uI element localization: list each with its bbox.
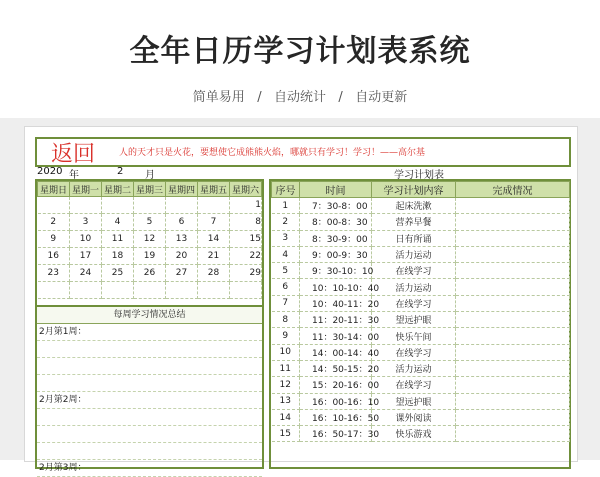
plan-row xyxy=(272,230,570,246)
plan-time-cell[interactable]: 9：00-9：30 xyxy=(300,246,372,262)
plan-content-cell[interactable]: 活力运动 xyxy=(372,360,456,376)
calendar-day-cell[interactable]: 3 xyxy=(70,214,102,231)
calendar-day-cell[interactable] xyxy=(38,282,70,299)
plan-index-cell[interactable]: 9 xyxy=(272,328,300,344)
calendar-day-cell[interactable]: 29 xyxy=(230,265,262,282)
calendar-day-cell[interactable]: 28 xyxy=(198,265,230,282)
plan-index-cell[interactable]: 8 xyxy=(272,312,300,328)
plan-time-cell[interactable]: 14：00-14：40 xyxy=(300,344,372,360)
plan-content-cell[interactable]: 在线学习 xyxy=(372,263,456,279)
calendar-month[interactable]: 2 xyxy=(117,166,124,177)
plan-time-cell[interactable]: 16：00-16：10 xyxy=(300,393,372,409)
summary-line[interactable] xyxy=(37,443,262,460)
quote-banner xyxy=(35,137,571,167)
weekday-header-row xyxy=(38,182,262,197)
calendar-day-cell[interactable] xyxy=(70,197,102,214)
week3-label[interactable]: 2月第3周： xyxy=(37,460,262,477)
calendar-day-cell[interactable] xyxy=(134,197,166,214)
quote-text: 人的天才只是火花，要想使它成熊熊火焰，哪就只有学习！学习！——高尔基 xyxy=(119,148,426,158)
plan-status-cell[interactable] xyxy=(456,328,570,344)
calendar-day-cell[interactable]: 1 xyxy=(230,197,262,214)
plan-content-cell[interactable]: 在线学习 xyxy=(372,295,456,311)
calendar-day-cell[interactable] xyxy=(230,282,262,299)
col-index: 序号 xyxy=(272,182,300,198)
calendar-day-cell[interactable] xyxy=(102,197,134,214)
plan-status-cell[interactable] xyxy=(456,198,570,214)
plan-row xyxy=(272,198,570,214)
calendar-day-cell[interactable]: 26 xyxy=(134,265,166,282)
month-unit: 月 xyxy=(145,170,155,181)
plan-status-cell[interactable] xyxy=(456,279,570,295)
calendar-day-cell[interactable] xyxy=(166,282,198,299)
weekly-summary xyxy=(35,305,264,473)
plan-index-cell[interactable]: 14 xyxy=(272,409,300,425)
spreadsheet xyxy=(24,126,578,473)
plan-time-cell[interactable]: 8：00-8：30 xyxy=(300,214,372,230)
summary-line[interactable] xyxy=(37,341,262,358)
plan-content-cell[interactable]: 活力运动 xyxy=(372,246,456,262)
plan-status-cell[interactable] xyxy=(456,426,570,442)
calendar-week-row xyxy=(38,282,262,299)
plan-content-cell[interactable]: 日有所诵 xyxy=(372,230,456,246)
calendar-day-cell[interactable]: 5 xyxy=(134,214,166,231)
calendar-week-row xyxy=(38,197,262,214)
week2-label[interactable]: 2月第2周： xyxy=(37,392,262,409)
col-status: 完成情况 xyxy=(456,182,570,198)
calendar-day-cell[interactable]: 27 xyxy=(166,265,198,282)
plan-content-cell[interactable]: 望远护眼 xyxy=(372,393,456,409)
summary-line[interactable] xyxy=(37,358,262,375)
calendar-day-cell[interactable]: 21 xyxy=(198,248,230,265)
plan-time-cell[interactable]: 7：30-8：00 xyxy=(300,198,372,214)
plan-status-cell[interactable] xyxy=(456,344,570,360)
calendar-day-cell[interactable]: 20 xyxy=(166,248,198,265)
calendar-year[interactable]: 2020 xyxy=(37,166,63,177)
calendar-day-cell[interactable] xyxy=(166,197,198,214)
calendar-day-cell[interactable]: 8 xyxy=(230,214,262,231)
plan-content-cell[interactable]: 活力运动 xyxy=(372,279,456,295)
weekday-wed: 星期三 xyxy=(134,182,166,197)
calendar-day-cell[interactable]: 16 xyxy=(38,248,70,265)
weekday-fri: 星期五 xyxy=(198,182,230,197)
plan-index-cell[interactable]: 7 xyxy=(272,295,300,311)
weekday-sun: 星期日 xyxy=(38,182,70,197)
plan-time-cell[interactable]: 16：50-17：30 xyxy=(300,426,372,442)
week1-label[interactable]: 2月第1周： xyxy=(37,324,262,341)
plan-status-cell[interactable] xyxy=(456,295,570,311)
plan-status-cell[interactable] xyxy=(456,230,570,246)
plan-index-cell[interactable]: 15 xyxy=(272,426,300,442)
plan-time-cell[interactable]: 11：30-14：00 xyxy=(300,328,372,344)
calendar-day-cell[interactable]: 14 xyxy=(198,231,230,248)
plan-row xyxy=(272,312,570,328)
page-header xyxy=(0,0,600,130)
plan-index-cell[interactable]: 2 xyxy=(272,214,300,230)
calendar-day-cell[interactable]: 15 xyxy=(230,231,262,248)
plan-content-cell[interactable]: 营养早餐 xyxy=(372,214,456,230)
calendar-day-cell[interactable] xyxy=(198,197,230,214)
plan-index-cell[interactable]: 13 xyxy=(272,393,300,409)
tagline-easy: 简单易用 xyxy=(192,90,245,105)
weekday-sat: 星期六 xyxy=(230,182,262,197)
calendar-day-cell[interactable]: 12 xyxy=(134,231,166,248)
plan-time-cell[interactable]: 9：30-10：10 xyxy=(300,263,372,279)
calendar-header xyxy=(37,166,262,180)
plan-index-cell[interactable]: 11 xyxy=(272,360,300,376)
page-title: 全年日历学习计划表系统 xyxy=(129,34,471,69)
weekday-tue: 星期二 xyxy=(102,182,134,197)
plan-table xyxy=(269,179,571,469)
calendar-day-cell[interactable]: 2 xyxy=(38,214,70,231)
plan-content-cell[interactable]: 快乐游戏 xyxy=(372,426,456,442)
weekly-summary-title: 每周学习情况总结 xyxy=(37,307,262,324)
plan-row xyxy=(272,263,570,279)
calendar-week-row xyxy=(38,231,262,248)
plan-status-cell[interactable] xyxy=(456,312,570,328)
plan-content-cell[interactable]: 课外阅读 xyxy=(372,409,456,425)
plan-time-cell[interactable]: 15：20-16：00 xyxy=(300,377,372,393)
plan-row xyxy=(272,377,570,393)
calendar-week-row xyxy=(38,265,262,282)
calendar-week-row xyxy=(38,214,262,231)
plan-status-cell[interactable] xyxy=(456,246,570,262)
plan-status-cell[interactable] xyxy=(456,393,570,409)
calendar-day-cell[interactable] xyxy=(134,282,166,299)
calendar-day-cell[interactable] xyxy=(102,282,134,299)
calendar-day-cell[interactable]: 24 xyxy=(70,265,102,282)
tagline-separator: / xyxy=(338,90,343,105)
tagline-auto-stats: 自动统计 xyxy=(273,90,326,105)
col-content: 学习计划内容 xyxy=(372,182,456,198)
calendar-day-cell[interactable] xyxy=(198,282,230,299)
plan-status-cell[interactable] xyxy=(456,360,570,376)
plan-content-cell[interactable]: 起床洗漱 xyxy=(372,198,456,214)
calendar-day-cell[interactable] xyxy=(70,282,102,299)
plan-time-cell[interactable]: 14：50-15：20 xyxy=(300,360,372,376)
plan-row xyxy=(272,246,570,262)
plan-status-cell[interactable] xyxy=(456,409,570,425)
summary-line[interactable] xyxy=(37,375,262,392)
plan-time-cell[interactable]: 8：30-9：00 xyxy=(300,230,372,246)
plan-index-cell[interactable]: 6 xyxy=(272,279,300,295)
calendar-day-cell[interactable]: 18 xyxy=(102,248,134,265)
plan-row xyxy=(272,360,570,376)
summary-line[interactable] xyxy=(37,409,262,426)
calendar-week-row xyxy=(38,248,262,265)
plan-status-cell[interactable] xyxy=(456,377,570,393)
plan-content-cell[interactable]: 快乐午间 xyxy=(372,328,456,344)
calendar-day-cell[interactable]: 6 xyxy=(166,214,198,231)
calendar-day-cell[interactable] xyxy=(38,197,70,214)
weekday-thu: 星期四 xyxy=(166,182,198,197)
summary-line[interactable] xyxy=(37,426,262,443)
plan-title: 学习计划表 xyxy=(394,170,444,181)
plan-index-cell[interactable]: 10 xyxy=(272,344,300,360)
back-button[interactable]: 返回 xyxy=(51,142,96,167)
plan-header-row xyxy=(272,182,570,198)
plan-index-cell[interactable]: 3 xyxy=(272,230,300,246)
plan-status-cell[interactable] xyxy=(456,214,570,230)
plan-row xyxy=(272,409,570,425)
calendar-day-cell[interactable]: 25 xyxy=(102,265,134,282)
calendar-day-cell[interactable]: 10 xyxy=(70,231,102,248)
page-subtitle xyxy=(0,86,600,105)
weekday-mon: 星期一 xyxy=(70,182,102,197)
plan-index-cell[interactable]: 12 xyxy=(272,377,300,393)
calendar-day-cell[interactable]: 4 xyxy=(102,214,134,231)
plan-content-cell[interactable]: 在线学习 xyxy=(372,344,456,360)
plan-content-cell[interactable]: 在线学习 xyxy=(372,377,456,393)
calendar-grid xyxy=(35,179,264,309)
plan-index-cell[interactable]: 4 xyxy=(272,246,300,262)
calendar-day-cell[interactable]: 19 xyxy=(134,248,166,265)
calendar-day-cell[interactable]: 22 xyxy=(230,248,262,265)
plan-row xyxy=(272,344,570,360)
plan-time-cell[interactable]: 10：40-11：20 xyxy=(300,295,372,311)
plan-time-cell[interactable]: 11：20-11：30 xyxy=(300,312,372,328)
tagline-separator: / xyxy=(257,90,262,105)
plan-status-cell[interactable] xyxy=(456,263,570,279)
plan-index-cell[interactable]: 1 xyxy=(272,198,300,214)
plan-content-cell[interactable]: 望远护眼 xyxy=(372,312,456,328)
col-time: 时间 xyxy=(300,182,372,198)
plan-index-cell[interactable]: 5 xyxy=(272,263,300,279)
calendar-day-cell[interactable]: 7 xyxy=(198,214,230,231)
plan-row xyxy=(272,214,570,230)
plan-time-cell[interactable]: 10：10-10：40 xyxy=(300,279,372,295)
plan-row xyxy=(272,295,570,311)
tagline-auto-update: 自动更新 xyxy=(355,90,408,105)
plan-row xyxy=(272,393,570,409)
calendar-day-cell[interactable]: 17 xyxy=(70,248,102,265)
year-unit: 年 xyxy=(69,170,79,181)
plan-row xyxy=(272,328,570,344)
plan-row xyxy=(272,426,570,442)
plan-row xyxy=(272,279,570,295)
plan-time-cell[interactable]: 16：10-16：50 xyxy=(300,409,372,425)
calendar-day-cell[interactable]: 11 xyxy=(102,231,134,248)
calendar-day-cell[interactable]: 13 xyxy=(166,231,198,248)
calendar-day-cell[interactable]: 23 xyxy=(38,265,70,282)
calendar-day-cell[interactable]: 9 xyxy=(38,231,70,248)
